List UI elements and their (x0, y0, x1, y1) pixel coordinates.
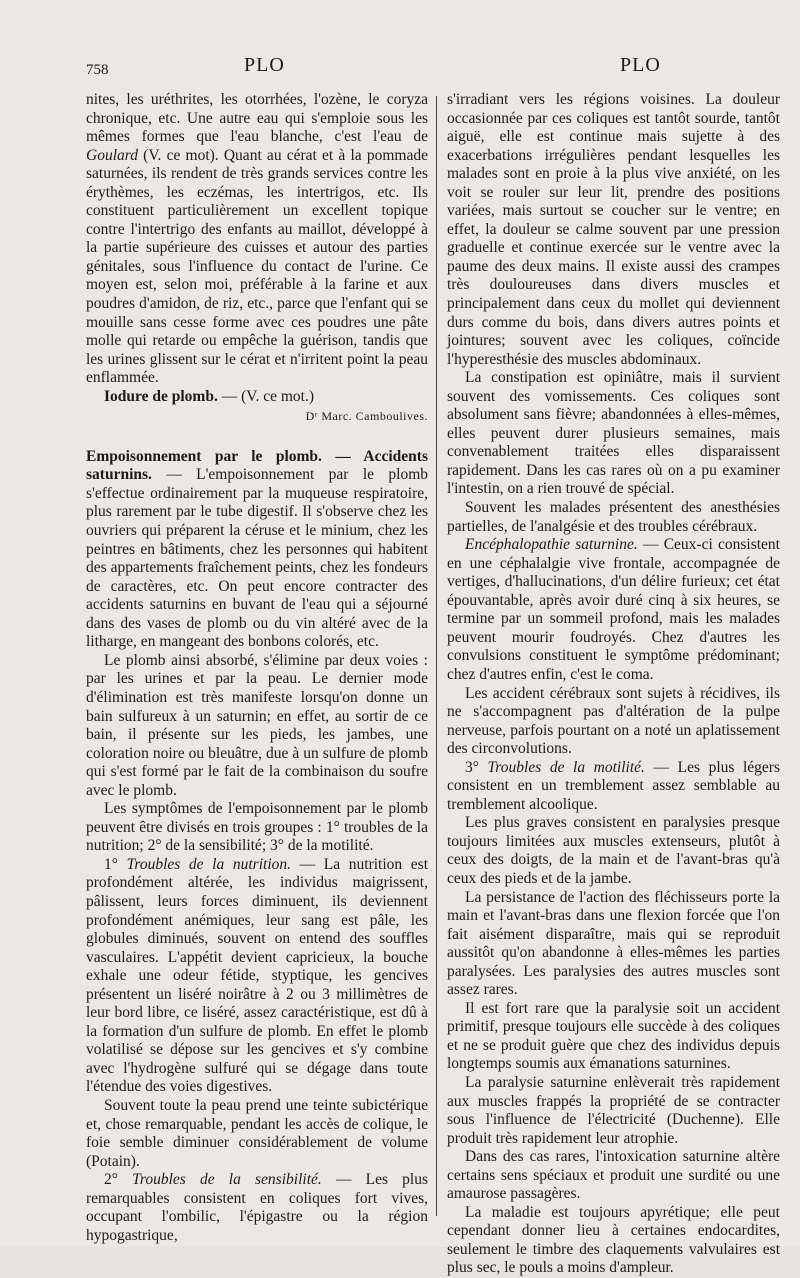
author-signature: Dʳ Marc. Camboulives. (305, 409, 428, 424)
paragraph: Il est fort rare que la paralysie soit un accident primitif, presque toujours elle succède à des coliques et ne se produit guère que chez des individus depuis longtemps soumis aux émanations saturnines. (447, 999, 780, 1073)
section-nutrition (86, 856, 428, 1097)
section-motilite (447, 759, 780, 815)
entry-text: — L'empoisonnement par le plomb s'effectue ordinairement par la muqueuse respiratoire, plus rarement par le tube digestif. Il s'observe chez les ouvriers qui préparent la céruse et le minium, chez les peintres en bâtiments, chez les personnes qui habitent des appartements fraîchement peints, chez les fondeurs de caractères, etc. On peut encore contracter des accidents saturnins en buvant de l'eau qui a séjourné dans des vases de plomb ou du vin altéré avec de la litharge, en mangeant des bonbons colorés, etc. (86, 466, 428, 651)
paragraph: Les plus graves consistent en paralysies presque toujours limitées aux muscles extenseurs, plutôt à ceux des doigts, de la main et de l'avant-bras qu'à ceux des pieds et de la jambe. (447, 814, 780, 887)
paragraph: Souvent toute la peau prend une teinte subictérique et, chose remarquable, pendant les accès de colique, le foie semble diminuer considérablement de volume (Potain). (86, 1096, 428, 1170)
section-number: 1° (104, 855, 127, 873)
section-text: — Les plus légers consistent en un tremblement assez semblable au tremblement alcoolique. (447, 758, 781, 813)
page-header (0, 54, 800, 82)
entry-empoisonnement (86, 448, 428, 652)
section-sensibilite (86, 1171, 428, 1245)
paragraph: s'irradiant vers les régions voisines. La douleur occasionnée par ces coliques est tantôt sourde, tantôt aiguë, elle est continue mais sujette à des exacerbations irrégulières pendant lesquelles les malades sont en proie à la plus vive anxiété, on les voit se rouler sur leur lit, prendre des positions variées, mais surtout se coucher sur le ventre; en effet, la douleur se calme souvent par une pression graduelle et continue exercée sur le ventre avec la paume des deux mains. Il existe aussi des crampes très douloureuses dans divers muscles et principalement dans ceux du mollet qui deviennent durs comme du bois, dans divers autres points et jointures; souvent avec les coliques, coïncide l'hyperesthésie des muscles abdominaux. (447, 91, 780, 368)
section-text: — La nutrition est profondément altérée, les individus maigrissent, pâlissent, leurs forces diminuent, ils deviennent profondément anémiques, leur sang est pâle, les globules diminués, souvent on entend des souffles vasculaires. L'appétit devient capricieux, la bouche exhale une odeur fétide, styptique, les gencives présentent un liséré noirâtre à 2 ou 3 millimètres de leur bord libre, ce liséré, assez caractéristique, est dû à la formation d'un sulfure de plomb. En effet le plomb volatilisé se dépose sur les gencives et s'y combine avec l'hydrogène sulfuré qui se dégage dans toute l'étendue des voies digestives. (86, 855, 429, 1096)
paragraph: Les accident cérébraux sont sujets à récidives, ils ne s'accompagnent pas d'altération de la pulpe nerveuse, parfois pourtant on a noté un aplatissement des circonvolutions. (447, 684, 780, 758)
section-title: Troubles de la motilité. (487, 758, 645, 776)
section-number: 2° (104, 1171, 133, 1189)
paragraph: Souvent les malades présentent des anesthésies partielles, de l'analgésie et des troubles cérébraux. (447, 499, 780, 535)
left-column (86, 91, 428, 1245)
paragraph: La paralysie saturnine enlèverait très rapidement aux muscles frappés la propriété de se contracter sous l'influence de l'électricité (Duchenne). Elle produit très rapidement leur atrophie. (447, 1073, 780, 1147)
paragraph: Dans des cas rares, l'intoxication saturnine altère certains sens spéciaux et produit une surdité ou une amaurose passagères. (447, 1148, 780, 1203)
running-head-right: PLO (620, 54, 661, 76)
section-title: Troubles de la sensibilité. (132, 1171, 322, 1189)
goulard-term: Goulard (86, 146, 138, 164)
paragraph-text: nites, les uréthrites, les otorrhées, l'ozène, le coryza chronique, etc. Une autre eau qui s'emploie sous les mêmes formes que l'eau blanche, c'est l'eau de (86, 91, 428, 146)
entry-iodure (86, 388, 428, 407)
section-number: 3° (465, 758, 488, 776)
section-text: — Ceux-ci consistent en une céphalalgie vive frontale, accompagnée de vertiges, d'hallucinations, d'un délire furieux; cet état épouvantable, après avoir duré cinq à six heures, se termine par un sommeil profond, mais les malades peuvent mourir foudroyés. Chez d'autres les convulsions constituent le symptôme prédominant; chez d'autres enfin, c'est le coma. (447, 536, 780, 683)
right-column (447, 91, 780, 1278)
column-rule (436, 96, 437, 1216)
entry-text: — (V. ce mot.) (217, 387, 314, 405)
page-number: 758 (86, 62, 109, 78)
paragraph (86, 91, 428, 388)
section-encephalopathie (447, 536, 780, 684)
paragraph-text: (V. ce mot). Quant au cérat et à la pommade saturnées, ils rendent de très grands services contre les érythèmes, les eczémas, les intertrigos, etc. Ils constituent particulièrement un excellent topique contre l'intertrigo des enfants au maillot, développé à la partie supérieure des cuisses et autour des parties génitales, sous l'influence du contact de l'urine. Ce moyen est, selon moi, préférable à la farine et aux poudres d'amidon, de riz, etc., parce que l'enfant qui se mouille sans cesse forme avec ces poudres une pâte molle qui retarde ou empêche la guérison, tandis que les urines glissent sur le cérat et n'irritent point la peau enflammée. (86, 146, 428, 387)
entry-title: Iodure de plomb. (104, 387, 218, 405)
running-head-left: PLO (244, 54, 285, 76)
entry-title: Empoisonnement par le plomb. — Accidents saturnins. (86, 447, 428, 484)
paragraph: La persistance de l'action des fléchisseurs porte la main et l'avant-bras dans une flexion forcée que l'on fait aisément disparaître, mais qui se reproduit aussitôt qu'on abandonne à elles-mêmes les parties paralysées. Les paralysies des autres muscles sont assez rares. (447, 888, 780, 999)
section-title: Encéphalopathie saturnine. (465, 536, 638, 554)
paragraph: La constipation est opiniâtre, mais il survient souvent des vomissements. Ces coliques sont absolument sans fièvre; abandonnées à elles-mêmes, elles peuvent durer plusieurs semaines, mais convenablement traitées elles disparaissent rapidement. Dans les cas rares où on a pu examiner l'intestin, on a rien trouvé de spécial. (447, 369, 780, 498)
paragraph: La maladie est toujours apyrétique; elle peut cependant donner lieu à certaines endocardites, seulement le timbre des claquements valvulaires est plus sec, le pouls a moins d'ampleur. (447, 1203, 780, 1277)
paragraph: Le plomb ainsi absorbé, s'élimine par deux voies : par les urines et par la peau. Le dernier mode d'élimination est très manifeste lorsqu'on donne un bain sulfureux à un saturnin; en effet, au sortir de ce bain, il présente sur les pieds, les jambes, une coloration noire ou bleuâtre, due à un sulfure de plomb qui s'est formé par le fait de la combinaison du soufre avec le plomb. (86, 651, 428, 799)
section-text: — Les plus remarquables consistent en coliques fort vives, occupant l'ombilic, l'épigastre ou la région hypogastrique, (86, 1171, 429, 1244)
section-title: Troubles de la nutrition. (126, 855, 292, 873)
paragraph: Les symptômes de l'empoisonnement par le plomb peuvent être divisés en trois groupes : 1° troubles de la nutrition; 2° de la sensibilité; 3° de la motilité. (86, 800, 428, 855)
